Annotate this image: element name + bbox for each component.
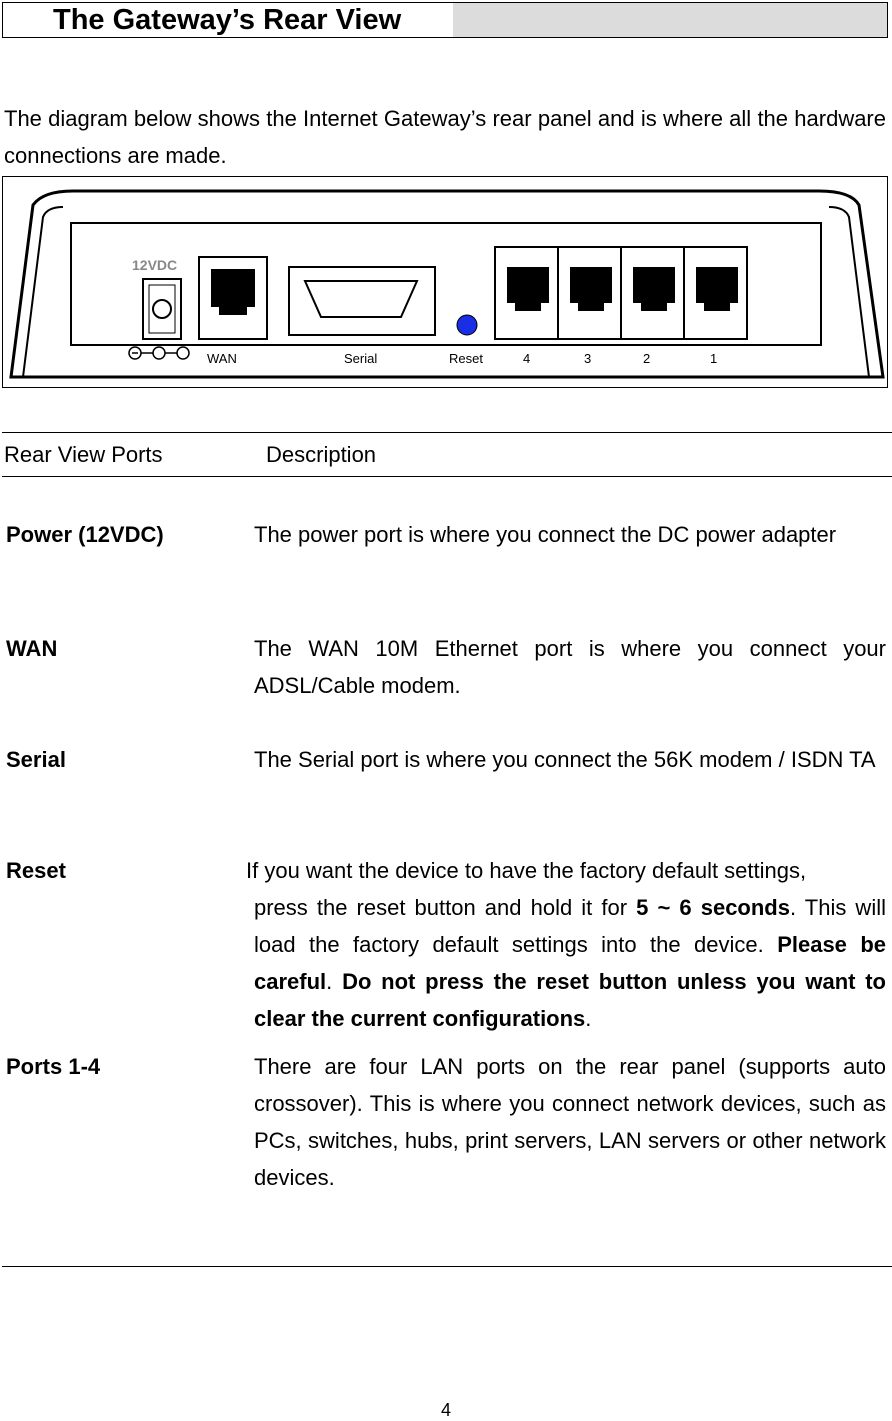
desc-wan: The WAN 10M Ethernet port is where you connect your ADSL/Cable modem. (254, 636, 886, 698)
label-reset: Reset (449, 351, 483, 366)
term-ports: Ports 1-4 (6, 1054, 101, 1079)
desc-ports: There are four LAN ports on the rear panel (supports auto crossover). This is where you connect network devices, such as PCs, switches, hubs, print servers, LAN servers or other network devices. (254, 1054, 886, 1190)
desc-reset-text-a: press the reset button and hold it for (254, 895, 637, 920)
desc-reset-text-c: . (326, 969, 343, 994)
desc-reset-text-d: . (585, 1006, 592, 1031)
desc-reset-warning: Please be careful (254, 932, 887, 994)
intro-paragraph: The diagram below shows the Internet Gateway’s rear panel and is where all the hardware connections are made. (4, 106, 886, 168)
desc-reset (254, 889, 886, 1037)
term-serial: Serial (6, 747, 66, 772)
table-top-rule (2, 432, 892, 433)
label-port-1: 1 (710, 351, 718, 366)
page-number: 4 (440, 1400, 451, 1420)
label-port-3: 3 (584, 351, 592, 366)
desc-reset-duration: 5 ~ 6 seconds (636, 895, 790, 920)
table-header-ports: Rear View Ports (4, 442, 163, 467)
term-wan: WAN (6, 636, 58, 661)
rear-panel-diagram (2, 176, 888, 388)
label-port-4: 4 (523, 351, 531, 366)
power-label: 12VDC (132, 257, 178, 273)
desc-reset-caution: Do not press the reset button unless you want to clear the current configurations (254, 969, 886, 1031)
section-title-bar (2, 2, 888, 38)
desc-reset-line1: If you want the device to have the factory default settings, (246, 858, 807, 883)
table-header-description: Description (266, 442, 377, 467)
rear-panel-illustration (3, 177, 889, 389)
desc-serial: The Serial port is where you connect the 56K modem / ISDN TA (254, 747, 876, 772)
label-serial: Serial (344, 351, 378, 366)
term-power: Power (12VDC) (6, 522, 164, 547)
desc-reset-text-b: . This will load the factory default settings into the device. (254, 895, 886, 957)
table-header-rule (2, 476, 892, 477)
section-title: The Gateway’s Rear View (3, 3, 453, 37)
desc-power: The power port is where you connect the DC power adapter (254, 522, 837, 547)
label-wan: WAN (207, 351, 237, 366)
label-port-2: 2 (643, 351, 651, 366)
term-reset: Reset (6, 858, 66, 883)
table-bottom-rule (2, 1266, 892, 1267)
